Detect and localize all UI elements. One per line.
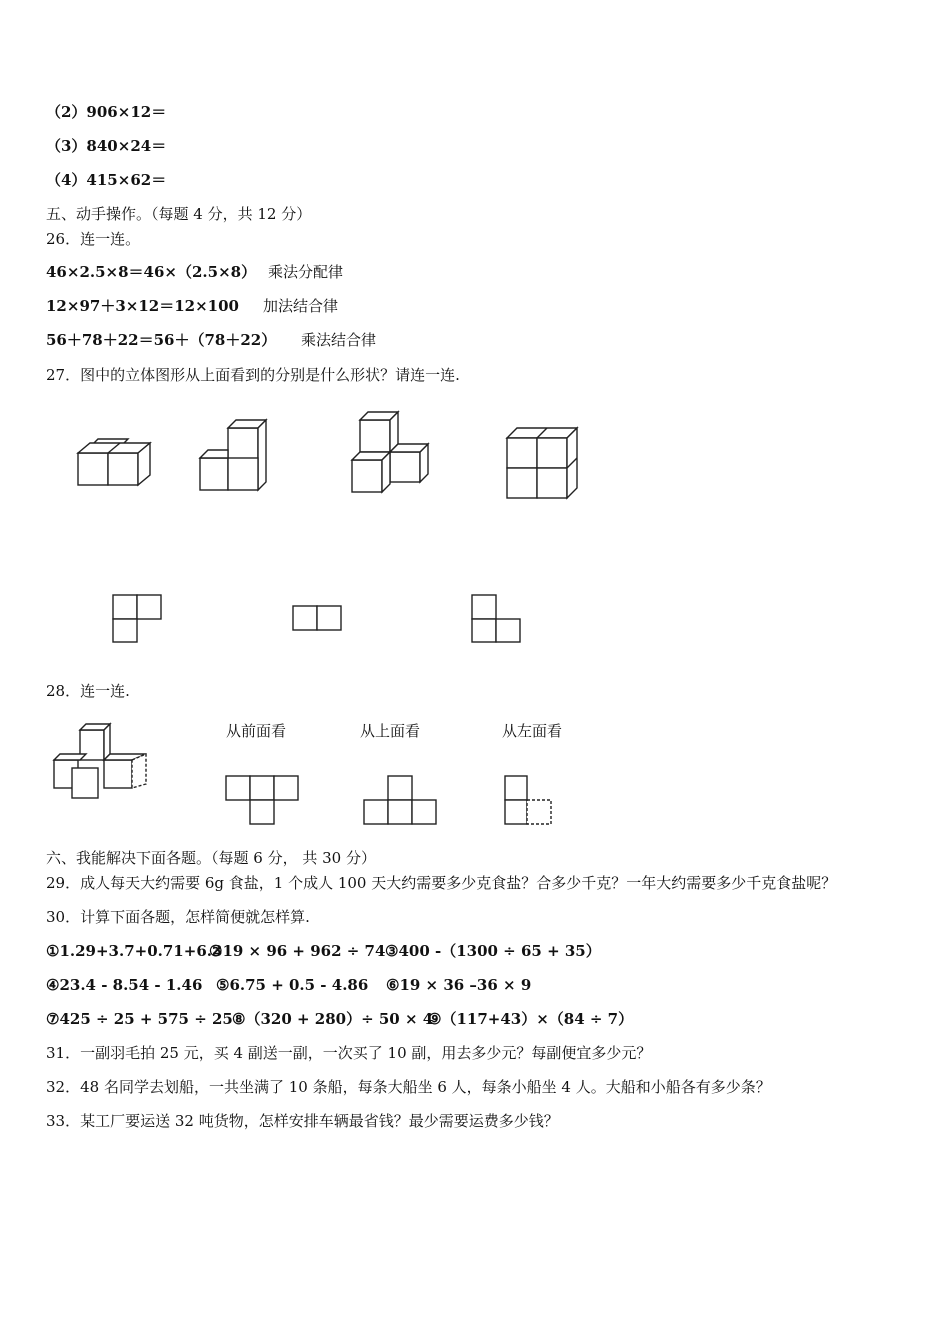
- top-view-shape: [363, 775, 439, 827]
- q30-item-7: ⑦425 ÷ 25 + 575 ÷ 25: [46, 1010, 233, 1028]
- calc-item-2: （2）906×12＝: [46, 103, 167, 121]
- q30-item-2: ②19 × 96 + 962 ÷ 74: [209, 942, 386, 960]
- solid-b: [198, 418, 278, 498]
- q26-title: 26．连一连。: [46, 230, 141, 248]
- q26-right-3: 乘法结合律: [301, 331, 377, 349]
- label-left-view: 从左面看: [502, 722, 563, 740]
- q32: 32．48 名同学去划船，一共坐满了 10 条船，每条大船坐 6 人，每条小船坐 4 人。大船和小船各有多少条？: [46, 1078, 771, 1096]
- q26-right-2: 加法结合律: [263, 297, 339, 315]
- left-view-shape: [504, 775, 556, 827]
- solid-a: [76, 435, 156, 495]
- q30-item-3: ③400 -（1300 ÷ 65 + 35）: [385, 942, 601, 960]
- q27-title: 27．图中的立体图形从上面看到的分别是什么形状？请连一连.: [46, 366, 460, 384]
- q26-left-3: 56＋78＋22＝56＋（78＋22）: [46, 331, 277, 349]
- q26-right-1: 乘法分配律: [268, 263, 344, 281]
- section6-title: 六、我能解决下面各题。（每题 6 分， 共 30 分）: [46, 849, 376, 867]
- q30-item-9: ⑨（117+43）×（84 ÷ 7）: [428, 1010, 634, 1028]
- solid-d: [505, 426, 585, 506]
- q28-solid: [52, 722, 162, 802]
- solid-c: [350, 410, 440, 500]
- label-front-view: 从前面看: [226, 722, 287, 740]
- q26-left-2: 12×97＋3×12＝12×100: [46, 297, 239, 315]
- q30-item-4: ④23.4 - 8.54 - 1.46: [46, 976, 203, 994]
- calc-item-3: （3）840×24＝: [46, 137, 167, 155]
- view-two-squares: [292, 605, 344, 633]
- section5-title: 五、动手操作。（每题 4 分，共 12 分）: [46, 205, 312, 223]
- q29: 29．成人每天大约需要 6g 食盐，1 个成人 100 天大约需要多少克食盐？合多少千克？一年大约需要多少千克食盐呢？: [46, 874, 837, 892]
- q26-left-1: 46×2.5×8＝46×（2.5×8）: [46, 263, 257, 281]
- calc-item-4: （4）415×62＝: [46, 171, 167, 189]
- q28-title: 28．连一连.: [46, 682, 130, 700]
- q33: 33．某工厂要运送 32 吨货物，怎样安排车辆最省钱？最少需要运费多少钱？: [46, 1112, 559, 1130]
- q30-item-1: ①1.29+3.7+0.71+6.3: [46, 942, 223, 960]
- q30-item-6: ⑥19 × 36 –36 × 9: [386, 976, 532, 994]
- label-top-view: 从上面看: [360, 722, 421, 740]
- view-l-shape: [112, 594, 164, 644]
- q30-item-5: ⑤6.75 + 0.5 - 4.86: [216, 976, 369, 994]
- view-l-shape-2: [471, 594, 523, 644]
- q30-item-8: ⑧（320 + 280）÷ 50 × 4: [232, 1010, 434, 1028]
- q31: 31．一副羽毛拍 25 元，买 4 副送一副，一次买了 10 副，用去多少元？每副便宜多少元？: [46, 1044, 652, 1062]
- q30-title: 30．计算下面各题，怎样简便就怎样算.: [46, 908, 310, 926]
- front-view-shape: [225, 775, 301, 827]
